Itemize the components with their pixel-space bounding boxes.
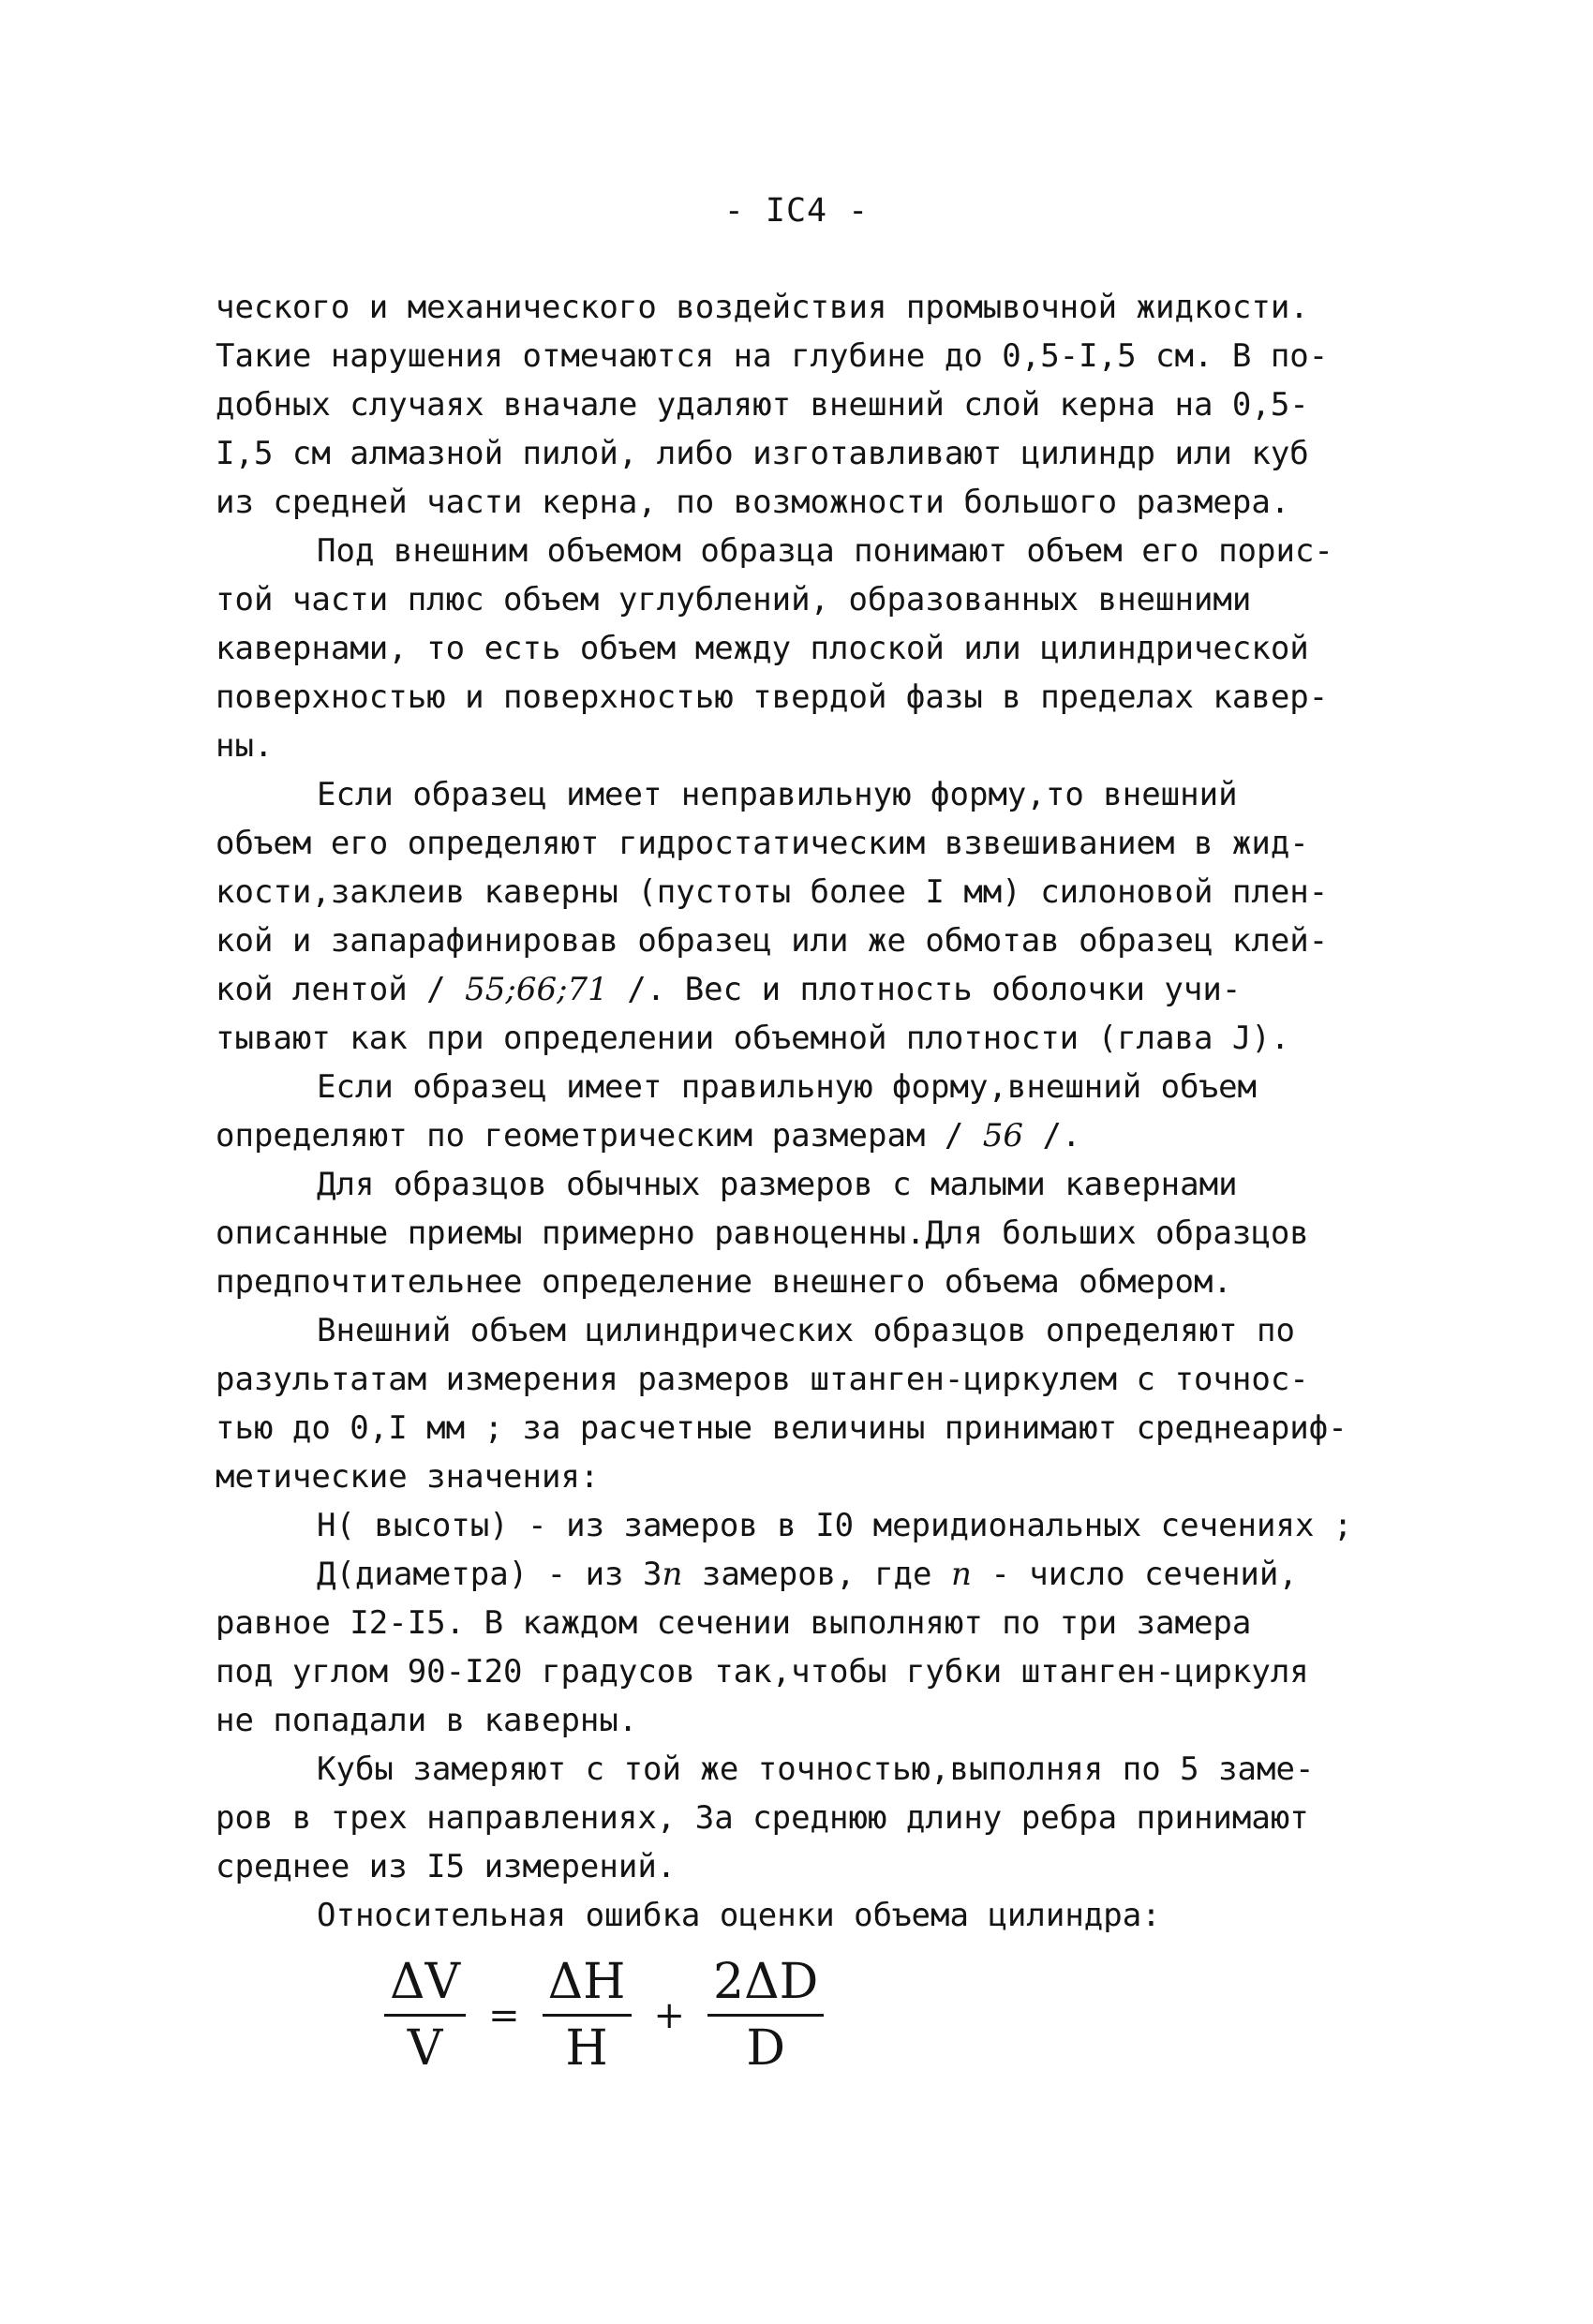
text-line: Относительная ошибка оценки объема цилиндра: [317,1897,1161,1934]
formula-lhs-denominator: V [407,2020,443,2077]
text-segment: Д(диаметра) - из 3 [317,1556,663,1593]
text-line: Н( высоты) - из замеров в I0 меридиональных сечениях ; [317,1507,1353,1544]
text-segment: замеров, где [682,1556,951,1593]
text-line: поверхностью и поверхностью твердой фазы в пределах кавер- [216,678,1329,716]
text-line: той части плюс объем углублений, образованных внешними [216,581,1252,618]
formula-equals-sign: = [488,1993,520,2037]
text-line: объем его определяют гидростатическим взвешиванием в жид- [216,825,1309,862]
text-line: Такие нарушения отмечаются на глубине до 0,5-I,5 см. В по- [216,337,1329,375]
text-line: ров в трех направлениях, За среднюю длину ребра принимают [216,1799,1309,1837]
formula-term2-denominator: D [746,2020,786,2077]
text-segment: /. [1023,1117,1081,1155]
formula-lhs-numerator: ΔV [384,1954,466,2017]
text-line: кости,заклеив каверны (пустоты более I мм) силоновой плен- [216,873,1329,911]
text-line: тывают как при определении объемной плотности (глава J). [216,1020,1290,1057]
text-line: из средней части керна, по возможности большого размера. [216,484,1290,521]
text-line [216,1111,1434,1160]
text-line: Если образец имеет неправильную форму,то внешний [317,776,1238,813]
formula-term1-denominator: H [565,2020,608,2077]
text-line: равное I2-I5. В каждом сечении выполняют по три замера [216,1604,1252,1642]
text-line: кавернами, то есть объем между плоской или цилиндрической [216,630,1309,667]
text-line: предпочтительнее определение внешнего объема обмером. [216,1263,1232,1301]
text-line: Кубы замеряют с той же точностью,выполняя по 5 заме- [317,1750,1315,1788]
text-line: Если образец имеет правильную форму,внешний объем [317,1068,1258,1106]
text-line: Под внешним объемом образца понимают объем его порис- [317,532,1333,570]
text-segment: - число сечений, [971,1556,1298,1593]
cylinder-volume-error-formula [375,1954,833,2077]
formula-term2-fraction [707,1954,824,2077]
text-line: тью до 0,I мм ; за расчетные величины принимают среднеариф- [216,1409,1347,1447]
handwritten-insertion: 56 [982,1117,1024,1155]
text-line: I,5 см алмазной пилой, либо изготавливают цилиндр или куб [216,435,1309,472]
text-line: описанные приемы примерно равноценны.Для больших образцов [216,1214,1309,1252]
formula-term1-numerator: ΔH [543,1954,632,2017]
text-line: среднее из I5 измерений. [216,1848,677,1885]
text-line: добных случаях вначале удаляют внешний слой керна на 0,5- [216,386,1309,424]
text-line: ны. [216,727,274,765]
text-line: Для образцов обычных размеров с малыми кавернами [317,1166,1238,1203]
text-line: Внешний объем цилиндрических образцов определяют по [317,1312,1295,1349]
formula-term1-fraction [543,1954,632,2077]
text-segment: определяют по геометрическим размерам / [216,1117,983,1155]
formula-lhs-fraction [384,1954,466,2077]
text-line: ческого и механического воздействия промывочной жидкости. [216,289,1309,326]
text-line: кой и запарафинировав образец или же обмотав образец клей- [216,922,1329,960]
formula-term2-numerator: 2ΔD [707,1954,824,2017]
body-text [216,283,1434,1940]
handwritten-insertion: 55;66;71 [465,971,608,1008]
text-segment: кой лентой / [216,971,466,1008]
page-number: - IC4 - [723,192,870,230]
text-line: метические значения: [216,1458,600,1496]
text-line [216,965,1434,1014]
text-segment: /. Вес и плотность оболочки учи- [607,971,1242,1008]
text-line: под углом 90-I20 градусов так,чтобы губки штанген-циркуля [216,1653,1309,1691]
text-line: не попадали в каверны. [216,1702,638,1739]
handwritten-insertion: n [662,1556,683,1593]
text-line [216,1550,1434,1599]
text-line: разультатам измерения размеров штанген-циркулем с точнос- [216,1361,1309,1398]
handwritten-insertion: n [950,1556,972,1593]
formula-plus-sign: + [653,1993,686,2037]
